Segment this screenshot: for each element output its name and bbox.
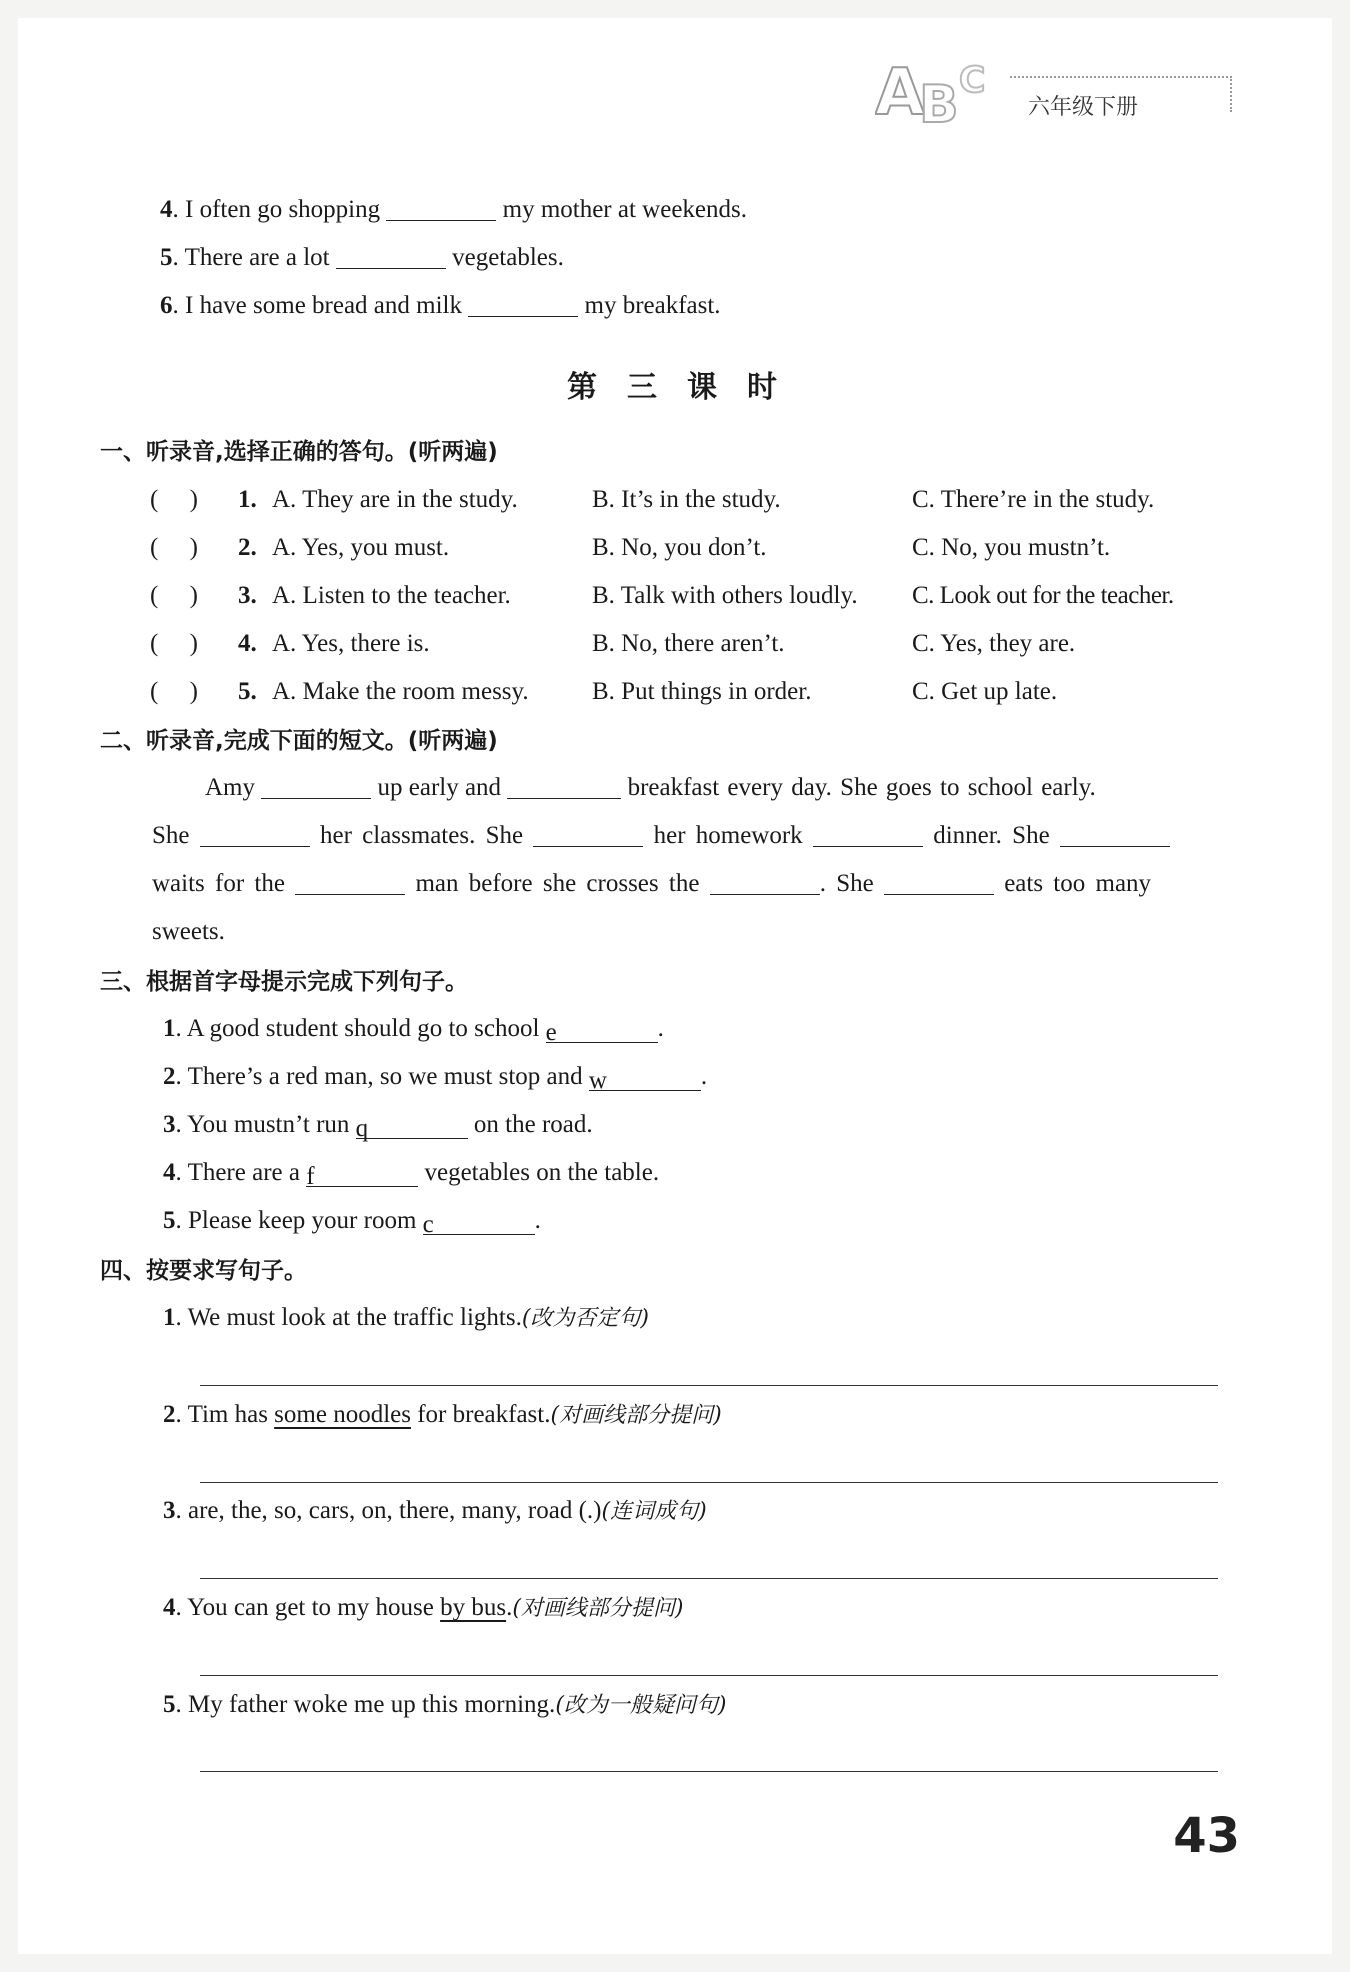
mc-option-b: B. No, there aren’t. (592, 630, 785, 657)
svg-text:B: B (919, 75, 959, 132)
mc-option-c: C. Yes, they are. (912, 630, 1076, 657)
svg-text:A: A (875, 56, 925, 130)
passage-blank[interactable] (813, 822, 923, 847)
answer-line[interactable] (200, 1578, 1218, 1579)
passage-blank[interactable] (200, 822, 310, 847)
rewrite-item-1: 1. We must look at the traffic lights.(改为否定句) (163, 1304, 649, 1331)
mc-option-c: C. Look out for the teacher. (912, 582, 1174, 609)
letter-blank[interactable]: w (589, 1066, 701, 1091)
mc-option-b: B. Put things in order. (592, 678, 812, 705)
answer-bracket[interactable]: ( ) (150, 678, 198, 705)
mc-option-a: A. Make the room messy. (272, 678, 529, 705)
section-3-heading: 三、根据首字母提示完成下列句子。 (100, 969, 468, 995)
passage-blank[interactable] (295, 870, 405, 895)
svg-text:C: C (959, 60, 986, 101)
letter-blank[interactable]: f (306, 1162, 418, 1187)
mc-option-a: A. Yes, you must. (272, 534, 450, 561)
mc-option-c: C. Get up late. (912, 678, 1058, 705)
grade-label: 六年级下册 (1028, 95, 1139, 120)
answer-blank[interactable] (468, 292, 578, 317)
answer-bracket[interactable]: ( ) (150, 582, 198, 609)
letter-blank[interactable]: e (546, 1018, 658, 1043)
page-number: 43 (1173, 1808, 1240, 1864)
passage-line-3: waits for the man before she crosses the . She eats too many (152, 870, 1152, 897)
passage-line-4: sweets. (152, 918, 225, 945)
mc-number: 5 (238, 678, 251, 705)
answer-bracket[interactable]: ( ) (150, 630, 198, 657)
letter-item-2: 2. There’s a red man, so we must stop and w . (163, 1063, 708, 1094)
section-4-heading: 四、按要求写句子。 (100, 1258, 307, 1284)
answer-bracket[interactable]: ( ) (150, 534, 198, 561)
section-2-heading: 二、听录音,完成下面的短文。(听两遍) (100, 728, 498, 754)
top-item-5: 5. There are a lot vegetables. (160, 244, 564, 271)
answer-line[interactable] (200, 1482, 1218, 1483)
letter-item-1: 1. A good student should go to school e . (163, 1015, 664, 1046)
passage-line-1: Amy up early and breakfast every day. She goes to school early. (205, 774, 1096, 801)
passage-line-2: She her classmates. She her homework dinner. She (152, 821, 1170, 851)
passage-blank[interactable] (261, 774, 371, 799)
letter-item-3: 3. You mustn’t run q on the road. (163, 1111, 593, 1142)
mc-option-c: C. No, you mustn’t. (912, 534, 1111, 561)
passage-blank[interactable] (533, 822, 643, 847)
mc-number: 2 (238, 534, 251, 561)
mc-number: 3 (238, 582, 251, 609)
letter-item-5: 5. Please keep your room c . (163, 1207, 541, 1238)
rewrite-item-5: 5. My father woke me up this morning.(改为一般疑问句) (163, 1691, 727, 1718)
letter-blank[interactable]: q (356, 1114, 468, 1139)
answer-blank[interactable] (336, 244, 446, 269)
mc-option-b: B. It’s in the study. (592, 486, 781, 513)
lesson-title: 第三课时 (567, 370, 807, 405)
passage-blank[interactable] (710, 870, 820, 895)
mc-option-a: A. They are in the study. (272, 486, 518, 513)
answer-line[interactable] (200, 1675, 1218, 1676)
letter-blank[interactable]: c (423, 1210, 535, 1235)
section-1-heading: 一、听录音,选择正确的答句。(听两遍) (100, 439, 498, 465)
abc-logo-icon (875, 52, 1005, 132)
rewrite-item-2: 2. Tim has some noodles for breakfast.(对画线部分提问) (163, 1401, 722, 1428)
mc-option-a: A. Yes, there is. (272, 630, 430, 657)
answer-bracket[interactable]: ( ) (150, 486, 198, 513)
mc-option-b: B. No, you don’t. (592, 534, 767, 561)
mc-number: 4 (238, 630, 251, 657)
passage-blank[interactable] (507, 774, 621, 799)
rewrite-item-4: 4. You can get to my house by bus.(对画线部分提问) (163, 1594, 684, 1621)
passage-blank[interactable] (1060, 822, 1170, 847)
letter-item-4: 4. There are a f vegetables on the table. (163, 1159, 660, 1190)
rewrite-item-3: 3. are, the, so, cars, on, there, many, road (.)(连词成句) (163, 1497, 707, 1524)
mc-option-b: B. Talk with others loudly. (592, 582, 858, 609)
answer-line[interactable] (200, 1771, 1218, 1772)
mc-number: 1 (238, 486, 251, 513)
answer-blank[interactable] (386, 196, 496, 221)
top-item-6: 6. I have some bread and milk my breakfast. (160, 292, 721, 319)
answer-line[interactable] (200, 1385, 1218, 1386)
mc-option-c: C. There’re in the study. (912, 486, 1155, 513)
top-item-4: 4. I often go shopping my mother at weekends. (160, 196, 747, 223)
passage-blank[interactable] (884, 870, 994, 895)
mc-option-a: A. Listen to the teacher. (272, 582, 511, 609)
